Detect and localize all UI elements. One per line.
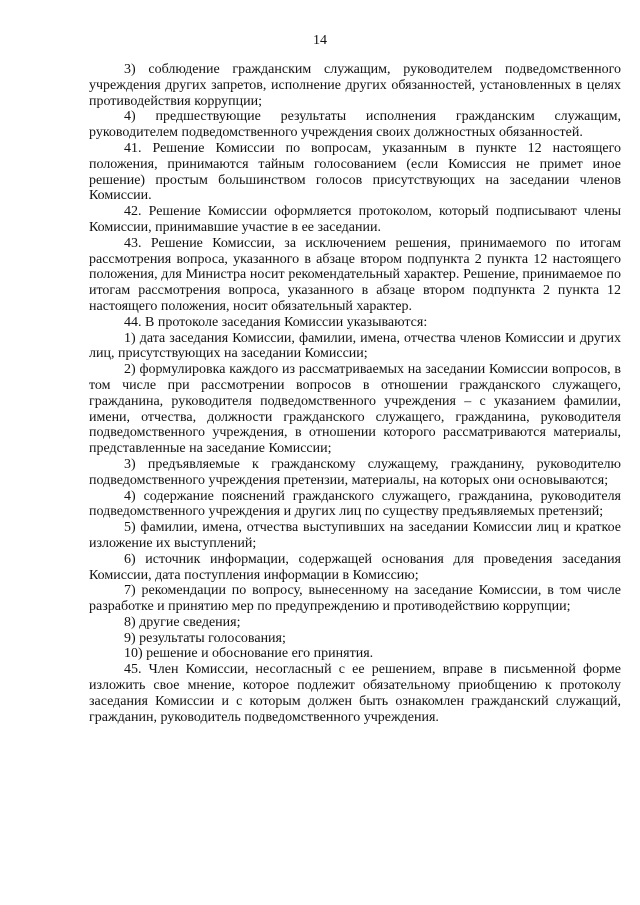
paragraph-44-item-10: 10) решение и обоснование его принятия. bbox=[124, 646, 374, 662]
paragraph-44-item-1: 1) дата заседания Комиссии, фамилии, имена, отчества членов Комиссии и других лиц, присутствующих на заседании Комиссии; bbox=[89, 330, 621, 362]
document-body bbox=[89, 62, 621, 725]
paragraph-sub-3-compliance: 3) соблюдение гражданским служащим, руководителем подведомственного учреждения других запретов, исполнение других обязанностей, установленных в целях противодействия коррупции; bbox=[89, 62, 621, 109]
paragraph-44-item-4: 4) содержание пояснений гражданского служащего, гражданина, руководителя подведомственного учреждения и других лиц по существу предъявляемых претензий; bbox=[89, 488, 621, 520]
paragraph-42: 42. Решение Комиссии оформляется протоколом, который подписывают члены Комиссии, принимавшие участие в ее заседании. bbox=[89, 204, 621, 235]
paragraph-43: 43. Решение Комиссии, за исключением решения, принимаемого по итогам рассмотрения вопроса, указанного в абзаце втором подпункта 2 пункта 12 настоящего положения, для Министра носит рекомендательный характер. Решение, принимаемое по итогам рассмотрения вопроса, указанного в абзаце втором подпункта 2 пункта 12 настоящего положения, носит обязательный характер. bbox=[89, 235, 621, 314]
paragraph-44-item-8: 8) другие сведения; bbox=[124, 614, 241, 630]
paragraph-44-item-9: 9) результаты голосования; bbox=[124, 630, 286, 646]
paragraph-44-item-7: 7) рекомендации по вопросу, вынесенному на заседание Комиссии, в том числе разработке и принятию мер по предупреждению и противодействию коррупции; bbox=[89, 583, 621, 615]
paragraph-44-item-2: 2) формулировка каждого из рассматриваемых на заседании Комиссии вопросов, в том числе при рассмотрении вопросов в отношении гражданского служащего, гражданина, руководителя подведомственного учреждения – с указанием фамилии, имени, отчества, должности гражданского служащего, гражданина, руководителя подведомственного учреждения, в отношении которого рассматриваются материалы, представленные на заседание Комиссии; bbox=[89, 362, 621, 457]
paragraph-sub-4-previous-results: 4) предшествующие результаты исполнения гражданским служащим, руководителем подведомственного учреждения своих должностных обязанностей. bbox=[89, 109, 621, 141]
paragraph-44-item-6: 6) источник информации, содержащей основания для проведения заседания Комиссии, дата поступления информации в Комиссию; bbox=[89, 551, 621, 583]
paragraph-41: 41. Решение Комиссии по вопросам, указанным в пункте 12 настоящего положения, принимаются тайным голосованием (если Комиссия не примет иное решение) простым большинством голосов присутствующих на заседании членов Комиссии. bbox=[89, 140, 621, 204]
paragraph-44-item-5: 5) фамилии, имена, отчества выступивших на заседании Комиссии лиц и краткое изложение их выступлений; bbox=[89, 520, 621, 551]
page-number: 14 bbox=[313, 33, 327, 48]
paragraph-44: 44. В протоколе заседания Комиссии указываются: bbox=[124, 314, 428, 330]
paragraph-45: 45. Член Комиссии, несогласный с ее решением, вправе в письменной форме изложить свое мнение, которое подлежит обязательному приобщению к протоколу заседания Комиссии и с которым должен быть ознакомлен гражданский служащий, гражданин, руководитель подведомственного учреждения. bbox=[89, 662, 621, 725]
paragraph-44-item-3: 3) предъявляемые к гражданскому служащему, гражданину, руководителю подведомственного учреждения претензии, материалы, на которых они основываются; bbox=[89, 456, 621, 488]
